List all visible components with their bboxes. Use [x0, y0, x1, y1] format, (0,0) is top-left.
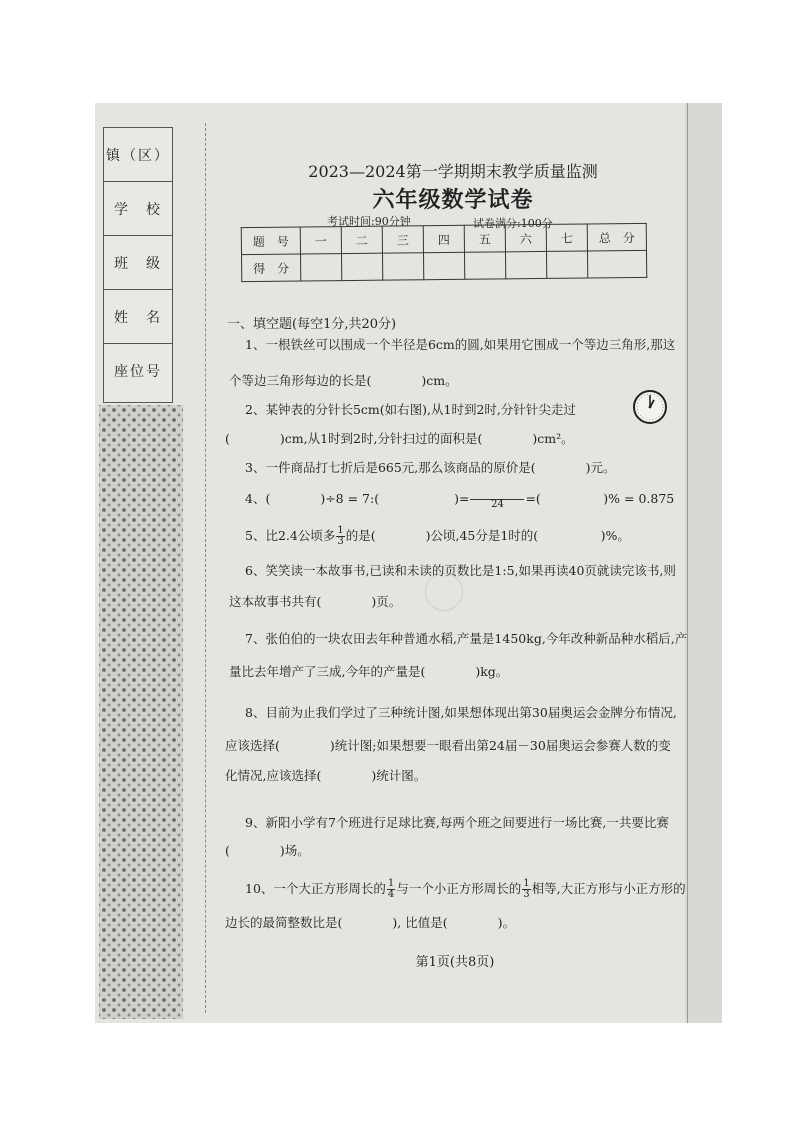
question-8-line1: 8、目前为止我们学过了三种统计图,如果想体现出第30届奥运会金牌分布情况,	[245, 705, 677, 720]
question-10-fraction-1	[387, 879, 395, 900]
full-score: 试卷满分:100分	[473, 217, 553, 230]
info-town: 镇（区）	[104, 128, 172, 182]
question-10-line1	[245, 879, 686, 900]
score-cell[interactable]	[587, 250, 646, 278]
exam-title-line2: 六年级数学试卷	[372, 187, 534, 213]
score-header-cell: 总 分	[587, 223, 646, 251]
section-fill-in-title: 一、填空题(每空1分,共20分)	[227, 317, 397, 332]
question-6-line2: 这本故事书共有( )页。	[229, 594, 402, 609]
score-cell[interactable]	[301, 254, 342, 281]
score-cell[interactable]	[424, 252, 465, 279]
score-cell[interactable]	[383, 253, 424, 280]
info-name: 姓 名	[104, 290, 172, 344]
exam-time: 考试时间:90分钟	[327, 215, 411, 228]
info-school: 学 校	[104, 182, 172, 236]
question-10-part-a3: 相等,大正方形与小正方形的	[531, 881, 686, 896]
question-5-part-a: 5、比2.4公顷多	[245, 528, 336, 543]
fraction-numerator: 1	[337, 525, 344, 536]
next-page-edge	[685, 103, 722, 1023]
score-cell[interactable]	[342, 253, 383, 280]
info-class: 班 级	[104, 236, 172, 290]
binding-pattern	[99, 405, 183, 1019]
score-header-cell: 二	[341, 226, 382, 253]
score-header-cell: 四	[423, 225, 464, 252]
score-table-header-row	[241, 223, 646, 254]
question-7-line2: 量比去年增产了三成,今年的产量是( )kg。	[229, 664, 509, 679]
fraction-numerator: 1	[387, 878, 395, 889]
question-9-line2: ( )场。	[225, 843, 310, 858]
score-header-cell: 七	[546, 224, 587, 251]
question-10-fraction-2	[522, 879, 530, 900]
fraction-denominator: 24	[491, 499, 504, 510]
page-footer: 第1页(共8页)	[415, 955, 495, 970]
fraction-numerator: 1	[523, 878, 530, 889]
score-table	[241, 223, 648, 282]
score-header-cell: 一	[300, 227, 341, 254]
question-5	[245, 526, 630, 547]
question-2-line2: ( )cm,从1时到2时,分针扫过的面积是( )cm²。	[225, 431, 574, 446]
score-cell[interactable]	[546, 251, 587, 278]
score-cell[interactable]	[464, 252, 505, 279]
binding-line	[205, 123, 206, 1013]
question-6-line1: 6、笑笑读一本故事书,已读和未读的页数比是1:5,如果再读40页就读完该书,则	[245, 563, 676, 578]
question-10-part-a1: 10、一个大正方形周长的	[245, 881, 386, 896]
question-4-part-b: =( )% = 0.875	[525, 491, 675, 506]
question-8-line3: 化情况,应该选择( )统计图。	[225, 768, 427, 783]
score-cell[interactable]	[505, 251, 546, 278]
score-header-cell: 三	[382, 226, 423, 253]
score-row-label: 得 分	[242, 254, 301, 282]
question-5-fraction	[336, 526, 344, 547]
question-4-part-a: 4、( )÷8 = 7:( )=	[245, 491, 470, 506]
question-3: 3、一件商品打七折后是665元,那么该商品的原价是( )元。	[245, 460, 616, 475]
score-header-cell: 题 号	[241, 227, 300, 255]
question-4	[245, 489, 674, 510]
score-header-cell: 五	[464, 225, 505, 252]
question-4-fraction	[470, 489, 524, 510]
question-1-line2: 个等边三角形每边的长是( )cm。	[229, 373, 458, 388]
question-10-part-a2: 与一个小正方形周长的	[396, 881, 522, 896]
exam-title-line1: 2023—2024第一学期期末教学质量监测	[308, 162, 598, 181]
score-table-score-row	[242, 250, 647, 281]
info-seat: 座位号	[114, 364, 162, 380]
exam-photo	[95, 103, 722, 1023]
fraction-denominator: 3	[337, 536, 344, 547]
student-info-column	[103, 127, 173, 403]
exam-sheet	[95, 103, 722, 1023]
fraction-denominator: 3	[523, 889, 530, 900]
question-5-part-b: 的是( )公顷,45分是1时的( )%。	[345, 528, 630, 543]
question-8-line2: 应该选择( )统计图;如果想要一眼看出第24届－30届奥运会参赛人数的变	[225, 738, 671, 753]
question-2-line1: 2、某钟表的分针长5cm(如右图),从1时到2时,分针针尖走过	[245, 402, 576, 417]
question-10-line2: 边长的最简整数比是( ), 比值是( )。	[225, 915, 515, 930]
score-header-cell: 六	[505, 224, 546, 251]
clock-icon	[632, 389, 668, 425]
fraction-denominator: 4	[387, 889, 395, 900]
question-1-line1: 1、一根铁丝可以围成一个半径是6cm的圆,如果用它围成一个等边三角形,那这	[245, 337, 676, 352]
question-9-line1: 9、新阳小学有7个班进行足球比赛,每两个班之间要进行一场比赛,一共要比赛	[245, 815, 669, 830]
question-7-line1: 7、张伯伯的一块农田去年种普通水稻,产量是1450kg,今年改种新品种水稻后,产	[245, 631, 688, 646]
